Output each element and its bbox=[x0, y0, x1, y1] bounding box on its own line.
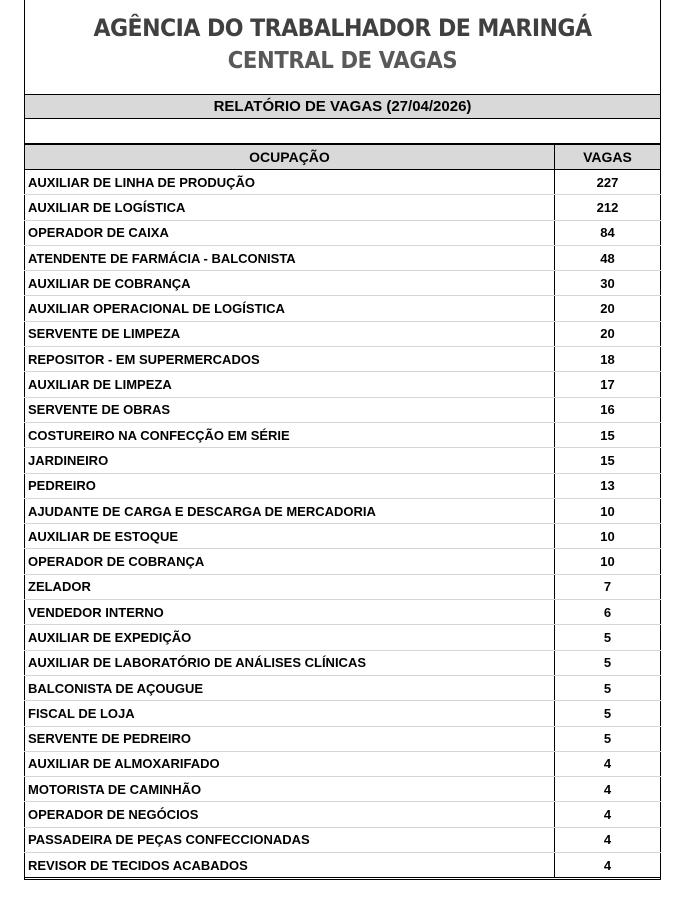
vacancies-cell: 4 bbox=[555, 751, 661, 776]
table-row bbox=[25, 372, 661, 397]
report-sheet bbox=[24, 0, 661, 880]
occupation-cell: AJUDANTE DE CARGA E DESCARGA DE MERCADORIA bbox=[25, 498, 555, 523]
occupation-cell: OPERADOR DE COBRANÇA bbox=[25, 549, 555, 574]
table-row bbox=[25, 650, 661, 675]
report-title: RELATÓRIO DE VAGAS (27/04/2026) bbox=[25, 94, 660, 119]
vacancies-cell: 4 bbox=[555, 827, 661, 852]
vacancies-cell: 5 bbox=[555, 650, 661, 675]
table-row bbox=[25, 827, 661, 852]
occupation-header: OCUPAÇÃO bbox=[25, 145, 555, 170]
vacancies-cell: 20 bbox=[555, 296, 661, 321]
table-row bbox=[25, 625, 661, 650]
table-row bbox=[25, 220, 661, 245]
vacancies-cell: 212 bbox=[555, 195, 661, 220]
table-row bbox=[25, 675, 661, 700]
vacancies-cell: 20 bbox=[555, 321, 661, 346]
occupation-cell: PEDREIRO bbox=[25, 473, 555, 498]
table-row bbox=[25, 777, 661, 802]
vacancies-table bbox=[24, 144, 661, 878]
vacancies-cell: 10 bbox=[555, 549, 661, 574]
occupation-cell: OPERADOR DE CAIXA bbox=[25, 220, 555, 245]
vacancies-cell: 30 bbox=[555, 271, 661, 296]
occupation-cell: SERVENTE DE PEDREIRO bbox=[25, 726, 555, 751]
table-row bbox=[25, 195, 661, 220]
occupation-cell: AUXILIAR DE EXPEDIÇÃO bbox=[25, 625, 555, 650]
table-row bbox=[25, 296, 661, 321]
vacancies-cell: 18 bbox=[555, 347, 661, 372]
vacancies-cell: 5 bbox=[555, 625, 661, 650]
vacancies-cell: 48 bbox=[555, 245, 661, 270]
occupation-cell: AUXILIAR DE LABORATÓRIO DE ANÁLISES CLÍNICAS bbox=[25, 650, 555, 675]
occupation-cell: AUXILIAR DE ESTOQUE bbox=[25, 524, 555, 549]
vacancies-cell: 15 bbox=[555, 448, 661, 473]
table-row bbox=[25, 549, 661, 574]
table-row bbox=[25, 574, 661, 599]
blank-row bbox=[25, 119, 660, 144]
vacancies-cell: 16 bbox=[555, 397, 661, 422]
vacancies-cell: 7 bbox=[555, 574, 661, 599]
table-row bbox=[25, 853, 661, 878]
occupation-cell: COSTUREIRO NA CONFECÇÃO EM SÉRIE bbox=[25, 422, 555, 447]
agency-subtitle: CENTRAL DE VAGAS bbox=[227, 48, 458, 74]
occupation-cell: VENDEDOR INTERNO bbox=[25, 600, 555, 625]
table-row bbox=[25, 751, 661, 776]
occupation-cell: AUXILIAR DE ALMOXARIFADO bbox=[25, 751, 555, 776]
occupation-cell: ZELADOR bbox=[25, 574, 555, 599]
vacancies-cell: 84 bbox=[555, 220, 661, 245]
vacancies-cell: 6 bbox=[555, 600, 661, 625]
occupation-cell: REVISOR DE TECIDOS ACABADOS bbox=[25, 853, 555, 878]
table-row bbox=[25, 448, 661, 473]
vacancies-cell: 10 bbox=[555, 498, 661, 523]
occupation-cell: OPERADOR DE NEGÓCIOS bbox=[25, 802, 555, 827]
vacancies-cell: 5 bbox=[555, 675, 661, 700]
header bbox=[25, 0, 660, 94]
vacancies-cell: 5 bbox=[555, 726, 661, 751]
table-row bbox=[25, 473, 661, 498]
vacancies-cell: 13 bbox=[555, 473, 661, 498]
agency-title: AGÊNCIA DO TRABALHADOR DE MARINGÁ bbox=[93, 14, 592, 42]
table-row bbox=[25, 271, 661, 296]
table-row bbox=[25, 524, 661, 549]
occupation-cell: BALCONISTA DE AÇOUGUE bbox=[25, 675, 555, 700]
occupation-cell: FISCAL DE LOJA bbox=[25, 701, 555, 726]
table-row bbox=[25, 321, 661, 346]
occupation-cell: AUXILIAR DE LINHA DE PRODUÇÃO bbox=[25, 170, 555, 195]
table-row bbox=[25, 498, 661, 523]
occupation-cell: ATENDENTE DE FARMÁCIA - BALCONISTA bbox=[25, 245, 555, 270]
table-row bbox=[25, 802, 661, 827]
occupation-cell: AUXILIAR OPERACIONAL DE LOGÍSTICA bbox=[25, 296, 555, 321]
occupation-cell: MOTORISTA DE CAMINHÃO bbox=[25, 777, 555, 802]
occupation-cell: AUXILIAR DE LIMPEZA bbox=[25, 372, 555, 397]
occupation-cell: PASSADEIRA DE PEÇAS CONFECCIONADAS bbox=[25, 827, 555, 852]
vacancies-cell: 10 bbox=[555, 524, 661, 549]
table-row bbox=[25, 726, 661, 751]
occupation-cell: JARDINEIRO bbox=[25, 448, 555, 473]
table-row bbox=[25, 600, 661, 625]
table-row bbox=[25, 245, 661, 270]
occupation-cell: AUXILIAR DE COBRANÇA bbox=[25, 271, 555, 296]
occupation-cell: REPOSITOR - EM SUPERMERCADOS bbox=[25, 347, 555, 372]
vacancies-cell: 17 bbox=[555, 372, 661, 397]
occupation-cell: SERVENTE DE LIMPEZA bbox=[25, 321, 555, 346]
vacancies-cell: 4 bbox=[555, 853, 661, 878]
table-row bbox=[25, 170, 661, 195]
vacancies-cell: 4 bbox=[555, 777, 661, 802]
occupation-cell: AUXILIAR DE LOGÍSTICA bbox=[25, 195, 555, 220]
vacancies-cell: 227 bbox=[555, 170, 661, 195]
vacancies-cell: 15 bbox=[555, 422, 661, 447]
table-row bbox=[25, 422, 661, 447]
table-header-row bbox=[25, 145, 661, 170]
table-body bbox=[25, 170, 661, 878]
table-row bbox=[25, 701, 661, 726]
table-row bbox=[25, 397, 661, 422]
vacancies-cell: 4 bbox=[555, 802, 661, 827]
table-row bbox=[25, 347, 661, 372]
occupation-cell: SERVENTE DE OBRAS bbox=[25, 397, 555, 422]
vacancies-cell: 5 bbox=[555, 701, 661, 726]
vacancies-header: VAGAS bbox=[555, 145, 661, 170]
